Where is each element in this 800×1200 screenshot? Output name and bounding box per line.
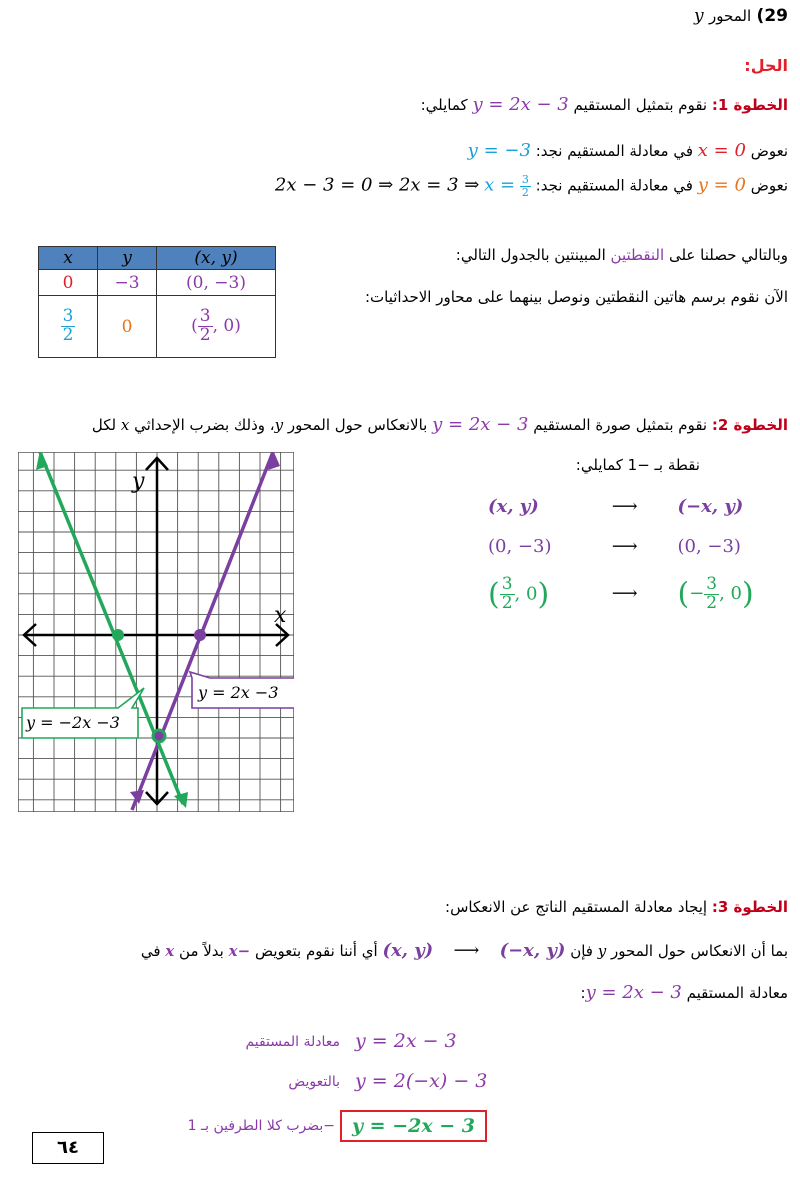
mapping-table bbox=[488, 496, 754, 613]
step1-sub1 bbox=[468, 140, 788, 161]
derivation-row bbox=[150, 1110, 530, 1150]
mapping-row: (0, −3) ⟶ (0, −3) bbox=[488, 536, 741, 557]
step3-e: في bbox=[140, 942, 161, 960]
th-x: x bbox=[39, 247, 98, 270]
step3-line2-a: معادلة المستقيم bbox=[686, 984, 788, 1002]
sub2-mid: في معادلة المستقيم نجد: bbox=[535, 176, 693, 195]
point-intercept bbox=[153, 730, 165, 742]
cell-y2: 0 bbox=[98, 296, 157, 358]
table-intro-a: وبالتالي حصلنا على bbox=[668, 246, 788, 264]
step3-from: (x, y) bbox=[382, 940, 434, 961]
step2-label: الخطوة 2: bbox=[711, 416, 788, 434]
label-original: y = 2x −3 bbox=[198, 683, 279, 702]
cell-pt2: ( $\frac{3}{2}$ , 0) bbox=[157, 296, 276, 358]
problem-number: 29) bbox=[756, 6, 788, 26]
step2-text-c: ، وذلك بضرب الإحداثي bbox=[134, 416, 275, 434]
derivation-row bbox=[150, 1030, 530, 1070]
derivation-label: معادلة المستقيم bbox=[245, 1034, 340, 1050]
step3-label: الخطوة 3: bbox=[711, 898, 788, 916]
derivation-row bbox=[150, 1070, 530, 1110]
table-intro-2: الآن نقوم برسم هاتين النقطتين ونوصل بينهما على محاور الاحداثيات: bbox=[364, 288, 788, 306]
sub1-value: x = 0 bbox=[697, 140, 746, 161]
table-intro-b: المبينتين بالجدول التالي: bbox=[455, 246, 606, 264]
step1-text: نقوم بتمثيل المستقيم bbox=[573, 96, 708, 114]
sub2-result-a: 2x − 3 = 0 ⇒ 2x = 3 ⇒ bbox=[274, 174, 480, 196]
final-answer: y = −2x − 3 bbox=[340, 1110, 487, 1142]
step1-line bbox=[421, 94, 788, 115]
step2-line2: نقطة بـ −1 كمايلي: bbox=[575, 456, 700, 474]
problem-header bbox=[694, 6, 788, 26]
cell-x1: 0 bbox=[39, 270, 98, 296]
step3-line2-b: : bbox=[580, 984, 586, 1002]
step3-arrow: ⟶ bbox=[453, 940, 480, 961]
sub1-result: y = −3 bbox=[467, 140, 531, 161]
step3-line2 bbox=[581, 982, 788, 1003]
mapping-row: ( $\frac{3}{2}$ , 0) ⟶ (− $\frac{3}{2}$ , 0) bbox=[488, 574, 754, 613]
problem-title-var: y bbox=[694, 6, 704, 26]
derivation-label: بالتعويض bbox=[288, 1074, 340, 1090]
step3-var: y bbox=[597, 942, 607, 960]
step3-line2-eq: y = 2x − 3 bbox=[585, 982, 682, 1003]
table-intro-highlight: النقطتين bbox=[610, 246, 665, 264]
points-table bbox=[38, 246, 276, 358]
step2-var-y: y bbox=[274, 416, 284, 434]
point-original bbox=[194, 629, 206, 641]
step2-text-d: لكل bbox=[91, 416, 117, 434]
cell-y1: −3 bbox=[98, 270, 157, 296]
step2-text-a: نقوم بتمثيل صورة المستقيم bbox=[533, 416, 708, 434]
step2-equation: y = 2x − 3 bbox=[432, 414, 529, 435]
step1-label: الخطوة 1: bbox=[711, 96, 788, 114]
step3-x: x bbox=[165, 942, 175, 960]
step3-explanation bbox=[141, 940, 788, 961]
cell-x2: $\frac{3}{2}$ bbox=[39, 296, 98, 358]
step1-sub2 bbox=[275, 174, 788, 198]
th-xy: (x, y) bbox=[157, 247, 276, 270]
page-number: ٦٤ bbox=[32, 1132, 104, 1164]
step3-b: فإن bbox=[570, 942, 593, 960]
derivation bbox=[150, 1030, 530, 1150]
step1-equation: y = 2x − 3 bbox=[472, 94, 569, 115]
solution-label: الحل: bbox=[744, 56, 788, 75]
derivation-eq: y = 2(−x) − 3 bbox=[355, 1070, 488, 1092]
table-intro-1 bbox=[456, 246, 788, 264]
step2-var-x: x bbox=[120, 416, 130, 434]
step3-line bbox=[445, 898, 788, 916]
coordinate-graph bbox=[18, 452, 294, 812]
step3-c: أي أننا نقوم بتعويض bbox=[254, 942, 378, 960]
step3-to: (−x, y) bbox=[499, 940, 566, 961]
step3-negx: −x bbox=[228, 942, 251, 960]
sub2-value: y = 0 bbox=[697, 174, 746, 196]
mapping-row: (x, y) ⟶ (−x, y) bbox=[488, 496, 744, 517]
sub2-word: نعوض bbox=[750, 176, 788, 195]
y-axis-label: y bbox=[132, 469, 145, 494]
cell-pt1: (0, −3) bbox=[157, 270, 276, 296]
step3-a: بما أن الانعكاس حول المحور bbox=[611, 942, 788, 960]
step3-d: بدلاً من bbox=[179, 942, 224, 960]
problem-title: المحور bbox=[709, 7, 752, 25]
derivation-label: بضرب كلا الطرفين بـ 1− bbox=[187, 1118, 335, 1134]
x-axis-label: x bbox=[274, 603, 287, 628]
step2-line bbox=[92, 414, 788, 435]
sub2-fraction: $\frac{3}{2}$ bbox=[521, 173, 529, 199]
step3-text: إيجاد معادلة المستقيم الناتج عن الانعكاس: bbox=[445, 898, 708, 916]
point-reflected bbox=[112, 629, 124, 641]
step1-suffix: كمايلي: bbox=[420, 96, 468, 114]
label-reflected: y = −2x −3 bbox=[26, 713, 120, 732]
step2-text-b: بالانعكاس حول المحور bbox=[287, 416, 428, 434]
sub2-result-b: x = bbox=[484, 174, 516, 196]
derivation-eq: y = 2x − 3 bbox=[355, 1030, 457, 1052]
th-y: y bbox=[98, 247, 157, 270]
sub1-word: نعوض bbox=[750, 142, 788, 160]
sub1-mid: في معادلة المستقيم نجد: bbox=[535, 142, 693, 160]
